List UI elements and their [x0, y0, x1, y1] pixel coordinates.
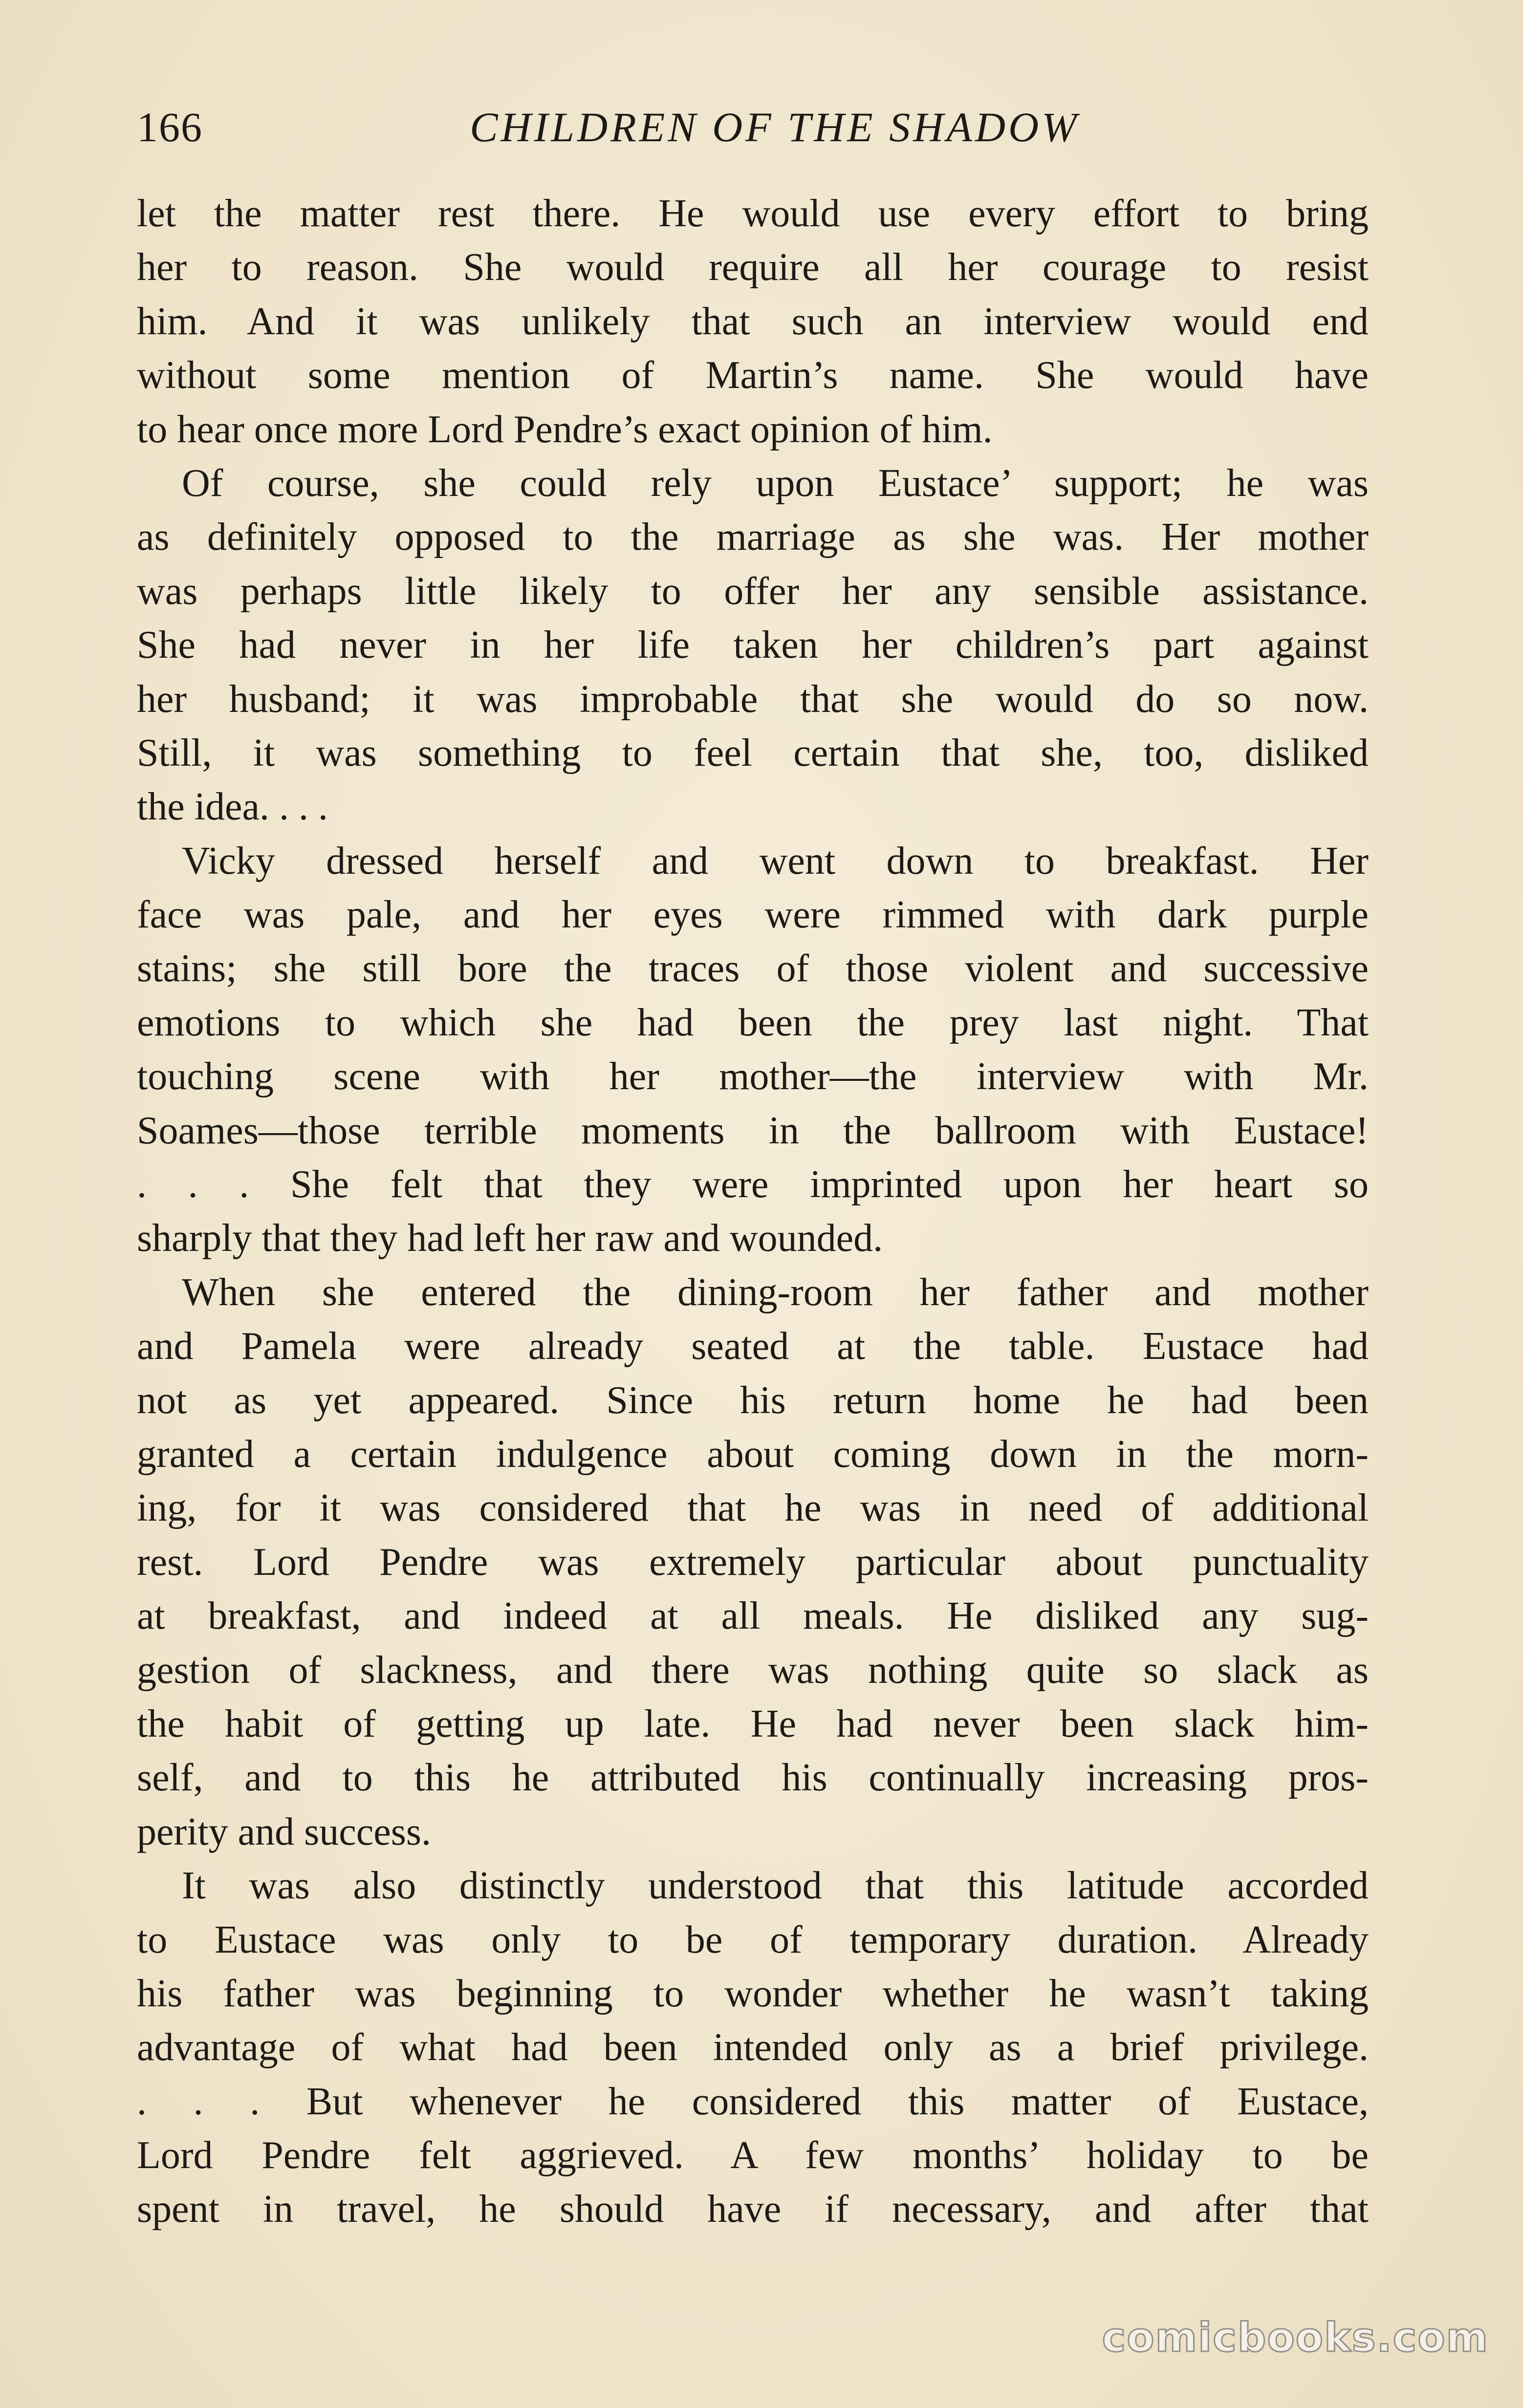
- body-text: [137, 187, 1369, 2236]
- text-line: Vicky dressed herself and went down to breakfast. Her: [182, 839, 1369, 882]
- text-line: stains; she still bore the traces of those violent and successive: [137, 947, 1369, 990]
- text-line: When she entered the dining-room her father and mother: [182, 1270, 1369, 1314]
- text-line: her husband; it was improbable that she would do so now.: [137, 677, 1369, 721]
- text-line: advantage of what had been intended only as a brief privilege.: [137, 2026, 1369, 2069]
- text-line: the idea. . . .: [137, 785, 328, 829]
- text-line: and Pamela were already seated at the table. Eustace had: [137, 1325, 1369, 1368]
- text-line: spent in travel, he should have if necessary, and after that: [137, 2188, 1369, 2231]
- text-line: Lord Pendre felt aggrieved. A few months’ holiday to be: [137, 2134, 1369, 2177]
- text-line: self, and to this he attributed his continually increasing pros-: [137, 1756, 1369, 1800]
- text-line: as definitely opposed to the marriage as she was. Her mother: [137, 516, 1369, 559]
- text-line: emotions to which she had been the prey last night. That: [137, 1001, 1369, 1044]
- text-line: touching scene with her mother—the interview with Mr.: [137, 1055, 1369, 1098]
- text-line: She had never in her life taken her children’s part against: [137, 624, 1369, 667]
- watermark: comicbooks.com: [1102, 2315, 1489, 2361]
- running-title: CHILDREN OF THE SHADOW: [470, 104, 1080, 150]
- text-line: gestion of slackness, and there was nothing quite so slack as: [137, 1648, 1369, 1692]
- text-line: Soames—those terrible moments in the ballroom with Eustace!: [137, 1109, 1369, 1152]
- text-line: ing, for it was considered that he was in need of additional: [137, 1486, 1369, 1530]
- text-line: Of course, she could rely upon Eustace’ support; he was: [182, 461, 1369, 505]
- text-line: sharply that they had left her raw and wounded.: [137, 1217, 883, 1260]
- text-line: the habit of getting up late. He had never been slack him-: [137, 1702, 1369, 1745]
- text-line: to hear once more Lord Pendre’s exact opinion of him.: [137, 408, 993, 451]
- text-line: not as yet appeared. Since his return home he had been: [137, 1378, 1369, 1422]
- text-line: It was also distinctly understood that this latitude accorded: [182, 1864, 1369, 1908]
- text-line: his father was beginning to wonder whether he wasn’t taking: [137, 1972, 1369, 2015]
- text-line: at breakfast, and indeed at all meals. He disliked any sug-: [137, 1594, 1369, 1638]
- text-line: . . . She felt that they were imprinted upon her heart so: [137, 1163, 1369, 1206]
- page-number: 166: [137, 104, 203, 150]
- text-line: without some mention of Martin’s name. She would have: [137, 354, 1369, 397]
- text-line: him. And it was unlikely that such an interview would end: [137, 300, 1369, 343]
- text-line: Still, it was something to feel certain that she, too, disliked: [137, 731, 1369, 774]
- text-line: let the matter rest there. He would use every effort to bring: [137, 192, 1369, 235]
- text-line: face was pale, and her eyes were rimmed with dark purple: [137, 893, 1369, 937]
- page-header: [137, 98, 1369, 156]
- text-line: . . . But whenever he considered this matter of Eustace,: [137, 2080, 1369, 2123]
- text-line: granted a certain indulgence about coming down in the morn-: [137, 1432, 1369, 1476]
- text-line: to Eustace was only to be of temporary duration. Already: [137, 1918, 1369, 1961]
- text-line: perity and success.: [137, 1810, 432, 1853]
- text-line: her to reason. She would require all her courage to resist: [137, 246, 1369, 289]
- text-line: rest. Lord Pendre was extremely particular about punctuality: [137, 1540, 1369, 1584]
- text-line: was perhaps little likely to offer her any sensible assistance.: [137, 569, 1369, 613]
